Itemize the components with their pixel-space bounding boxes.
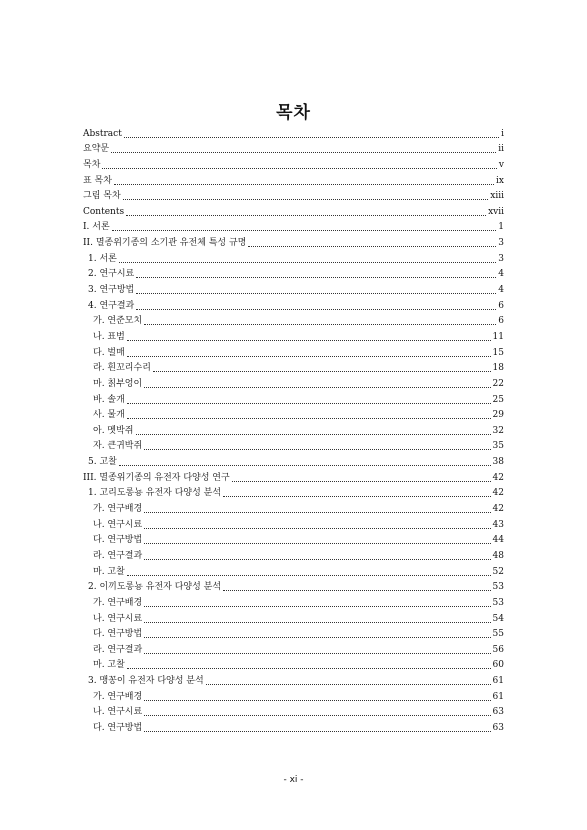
dot-leader xyxy=(127,667,491,669)
toc-entry-label: 가. 연구배경 xyxy=(93,504,143,515)
toc-entry-page: 3 xyxy=(498,238,504,249)
toc-entry-label: 아. 멧박쥐 xyxy=(93,425,134,436)
dot-leader xyxy=(144,386,490,388)
dot-leader xyxy=(114,183,494,185)
dot-leader xyxy=(144,652,490,654)
toc-entry-label: 나. 연구시료 xyxy=(93,613,143,624)
toc-entry-page: 61 xyxy=(492,676,504,687)
toc-entry-page: 6 xyxy=(498,316,504,327)
toc-entry-page: 63 xyxy=(492,722,504,733)
toc-entry xyxy=(83,124,504,140)
toc-entry-page: 25 xyxy=(492,394,504,405)
toc-entry-label: 3. 연구방법 xyxy=(88,285,135,296)
dot-leader xyxy=(144,621,490,623)
dot-leader xyxy=(136,292,496,294)
toc-entry-label: Abstract xyxy=(83,128,122,139)
dot-leader xyxy=(223,589,490,591)
toc-entry-page: 56 xyxy=(492,644,504,655)
dot-leader xyxy=(144,730,490,732)
toc-entry-label: 3. 맹꽁이 유전자 다양성 분석 xyxy=(88,676,204,687)
toc-entry xyxy=(83,468,504,484)
dot-leader xyxy=(144,448,490,450)
toc-entry-page: 1 xyxy=(498,222,504,233)
toc-entry-label: 마. 고찰 xyxy=(93,566,125,577)
toc-entry xyxy=(83,562,504,578)
toc-entry-page: 55 xyxy=(492,629,504,640)
toc-entry xyxy=(83,546,504,562)
dot-leader xyxy=(144,558,490,560)
dot-leader xyxy=(111,151,496,153)
toc-entry-page: 60 xyxy=(492,660,504,671)
toc-entry-label: 나. 표범 xyxy=(93,331,125,342)
toc-entry-page: 6 xyxy=(498,300,504,311)
toc-entry-page: 54 xyxy=(492,613,504,624)
toc-entry xyxy=(83,249,504,265)
toc-entry xyxy=(83,703,504,719)
dot-leader xyxy=(144,636,490,638)
dot-leader xyxy=(102,167,497,169)
toc-entry-label: 사. 물개 xyxy=(93,410,125,421)
page-number-footer: - xi - xyxy=(283,775,304,785)
toc-entry-page: ix xyxy=(496,175,504,186)
dot-leader xyxy=(123,198,489,200)
toc-entry-label: 2. 연구시료 xyxy=(88,269,135,280)
toc-entry-page: 63 xyxy=(492,707,504,718)
table-of-contents xyxy=(83,124,504,734)
toc-entry xyxy=(83,140,504,156)
toc-entry-page: 4 xyxy=(498,269,504,280)
toc-entry-label: 가. 연구배경 xyxy=(93,691,143,702)
toc-entry xyxy=(83,515,504,531)
toc-entry xyxy=(83,718,504,734)
toc-entry xyxy=(83,312,504,328)
toc-entry-page: xiii xyxy=(490,191,504,202)
toc-entry xyxy=(83,280,504,296)
toc-entry-page: 44 xyxy=(492,535,504,546)
dot-leader xyxy=(112,229,497,231)
toc-entry xyxy=(83,296,504,312)
toc-entry xyxy=(83,155,504,171)
toc-entry xyxy=(83,327,504,343)
toc-entry-page: 53 xyxy=(492,597,504,608)
toc-entry xyxy=(83,218,504,234)
dot-leader xyxy=(119,261,496,263)
dot-leader xyxy=(136,433,491,435)
dot-leader xyxy=(127,417,491,419)
toc-entry-label: II. 멸종위기종의 소기관 유전체 특성 규명 xyxy=(83,238,247,249)
toc-entry xyxy=(83,202,504,218)
dot-leader xyxy=(144,714,490,716)
toc-entry-label: III. 멸종위기종의 유전자 다양성 연구 xyxy=(83,472,230,483)
toc-entry xyxy=(83,233,504,249)
toc-entry-label: 다. 연구방법 xyxy=(93,535,143,546)
toc-entry xyxy=(83,671,504,687)
page-title: 목차 xyxy=(276,103,311,123)
toc-entry-page: 52 xyxy=(492,566,504,577)
toc-entry xyxy=(83,359,504,375)
dot-leader xyxy=(248,245,496,247)
dot-leader xyxy=(144,323,496,325)
toc-entry-page: 42 xyxy=(492,472,504,483)
toc-entry xyxy=(83,343,504,359)
dot-leader xyxy=(144,511,490,513)
dot-leader xyxy=(232,480,491,482)
dot-leader xyxy=(127,339,491,341)
toc-entry-label: 바. 솔개 xyxy=(93,394,125,405)
toc-entry-page: 15 xyxy=(492,347,504,358)
toc-entry-label: 라. 연구결과 xyxy=(93,550,143,561)
toc-entry xyxy=(83,187,504,203)
toc-entry xyxy=(83,421,504,437)
toc-entry xyxy=(83,265,504,281)
dot-leader xyxy=(119,464,491,466)
dot-leader xyxy=(126,214,486,216)
dot-leader xyxy=(144,605,490,607)
toc-entry xyxy=(83,406,504,422)
dot-leader xyxy=(223,495,490,497)
toc-entry-page: 48 xyxy=(492,550,504,561)
toc-entry-label: 마. 고찰 xyxy=(93,660,125,671)
toc-entry-label: 가. 연준모치 xyxy=(93,316,143,327)
dot-leader xyxy=(127,355,491,357)
toc-entry-page: 42 xyxy=(492,488,504,499)
toc-entry-label: 요약문 xyxy=(83,144,110,155)
toc-entry xyxy=(83,171,504,187)
toc-entry-label: 가. 연구배경 xyxy=(93,597,143,608)
toc-entry-page: 61 xyxy=(492,691,504,702)
toc-entry-label: 자. 큰귀박쥐 xyxy=(93,441,143,452)
toc-entry-page: 43 xyxy=(492,519,504,530)
toc-entry xyxy=(83,625,504,641)
toc-entry-label: 표 목차 xyxy=(83,175,112,186)
toc-entry-label: 나. 연구시료 xyxy=(93,707,143,718)
toc-entry-label: 다. 벌매 xyxy=(93,347,125,358)
dot-leader xyxy=(144,542,490,544)
toc-entry-page: 11 xyxy=(492,331,504,342)
toc-entry xyxy=(83,437,504,453)
toc-entry xyxy=(83,374,504,390)
toc-entry-page: ii xyxy=(498,144,504,155)
toc-entry-label: 4. 연구결과 xyxy=(88,300,135,311)
toc-entry xyxy=(83,390,504,406)
toc-entry-page: 38 xyxy=(492,457,504,468)
toc-entry-label: 라. 흰꼬리수리 xyxy=(93,363,151,374)
toc-entry-page: 3 xyxy=(498,253,504,264)
toc-entry-page: 22 xyxy=(492,378,504,389)
toc-entry-label: I. 서론 xyxy=(83,222,110,233)
toc-entry-page: xvii xyxy=(488,206,504,217)
toc-entry xyxy=(83,640,504,656)
dot-leader xyxy=(206,683,491,685)
toc-entry-label: Contents xyxy=(83,206,125,217)
toc-entry-label: 다. 연구방법 xyxy=(93,722,143,733)
toc-entry-label: 2. 이끼도롱뇽 유전자 다양성 분석 xyxy=(88,582,222,593)
toc-entry-page: 35 xyxy=(492,441,504,452)
toc-entry-label: 1. 고리도롱뇽 유전자 다양성 분석 xyxy=(88,488,222,499)
toc-entry xyxy=(83,452,504,468)
toc-entry-label: 라. 연구결과 xyxy=(93,644,143,655)
toc-entry xyxy=(83,656,504,672)
toc-entry-label: 나. 연구시료 xyxy=(93,519,143,530)
dot-leader xyxy=(153,370,491,372)
toc-entry xyxy=(83,499,504,515)
toc-entry xyxy=(83,687,504,703)
toc-entry-page: 29 xyxy=(492,410,504,421)
dot-leader xyxy=(136,276,496,278)
dot-leader xyxy=(136,308,496,310)
toc-entry xyxy=(83,593,504,609)
toc-entry xyxy=(83,531,504,547)
toc-entry-label: 그림 목차 xyxy=(83,191,121,202)
toc-entry-label: 다. 연구방법 xyxy=(93,629,143,640)
toc-entry-page: 42 xyxy=(492,504,504,515)
toc-entry-page: 53 xyxy=(492,582,504,593)
dot-leader xyxy=(144,699,490,701)
toc-entry xyxy=(83,609,504,625)
toc-entry-page: 4 xyxy=(498,285,504,296)
toc-entry xyxy=(83,484,504,500)
dot-leader xyxy=(124,136,499,138)
toc-entry-page: 18 xyxy=(492,363,504,374)
toc-entry xyxy=(83,578,504,594)
toc-entry-page: i xyxy=(501,128,504,139)
toc-entry-label: 목차 xyxy=(83,159,101,170)
toc-entry-page: v xyxy=(498,159,504,170)
dot-leader xyxy=(127,574,491,576)
toc-entry-label: 마. 칡부엉이 xyxy=(93,378,143,389)
dot-leader xyxy=(144,527,490,529)
toc-entry-label: 1. 서론 xyxy=(88,253,117,264)
toc-entry-label: 5. 고찰 xyxy=(88,457,117,468)
dot-leader xyxy=(127,402,491,404)
toc-entry-page: 32 xyxy=(492,425,504,436)
